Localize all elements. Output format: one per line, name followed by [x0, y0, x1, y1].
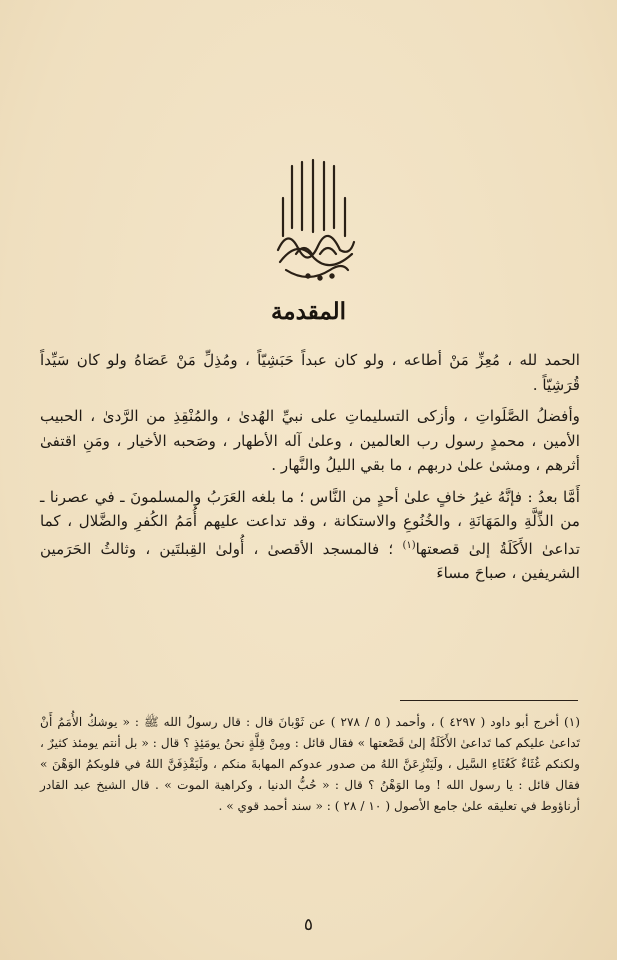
paragraph-3 [40, 485, 580, 586]
footnote-divider [400, 700, 578, 701]
paragraph-3-text: أَمَّا بعدُ : فإنَّهُ غيرُ خافٍ علىٰ أحدٍ من النَّاس ؛ ما بلغه العَرَبُ والمسلمونَ ـ في عصرنا ـ من الذِّلَّةِ والمَهَانَةِ ، والخُنُوعِ والاستكانة ، وقد تداعت عليهم أُمَمُ الكُفرِ والضَّلال ، كما تداعىٰ الأَكَلَةُ إلىٰ قصعتها [40, 487, 581, 558]
page-title: المقدمة [270, 298, 347, 325]
main-text [40, 348, 580, 593]
bismillah-calligraphy-icon [268, 158, 363, 288]
footnote: (١) أخرج أبو داود ( ٤٢٩٧ ) ، وأحمد ( ٥ / ٢٧٨ ) عن ثَوْبانَ قال : قال رسولُ الله ﷺ : « يوشكُ الأُمَمُ أَنْ تَداعىٰ عليكم كما تَداعىٰ الأَكَلَةُ إلىٰ قَصْعتها » فقال قائل : ومِنْ قِلَّةٍ نحنُ يومَئِذٍ ؟ قال : « بل أنتم يومئذ كثيرٌ ، ولكنكم غُثَاءٌ كَغُثَاءِ السَّيل ، ولَيَنْزِعَنَّ اللهُ من صدور عدوكم المهابةَ منكم ، ولَيَقْذِفَنَّ اللهُ في قلوبكمُ الوَهْنَ » فقال قائل : يا رسول الله ! وما الوَهْنُ ؟ قال : « حُبُّ الدنيا ، وكراهية الموت » . قال الشيخ عبد القادر أرناؤوط في تعليقه علىٰ جامع الأصول ( ١٠ / ٢٨ ) : « سند أحمد قوي » . [40, 715, 581, 813]
page-number: ٥ [303, 915, 314, 935]
footnote-reference: (١) [402, 539, 416, 551]
paragraph-3-continuation: ؛ فالمسجد الأقصىٰ ، أُولىٰ القِبلتَين ، وثالثُ الحَرَمين الشريفين ، صباحَ مساءَ [40, 539, 580, 583]
paragraph-2: وأفضلُ الصَّلَواتِ ، وأزكى التسليماتِ على نبيِّ الهُدىٰ ، والمُنْقِذِ من الرَّدىٰ ، الحبيب الأمين ، محمدٍ رسول رب العالمين ، وعلىٰ آله الأطهار ، وصَحبه الأخيار ، ومَنِ اقتفىٰ أثرهم ، ومشىٰ علىٰ دربهم ، ما بقي الليلُ والنَّهار . [40, 407, 580, 474]
paragraph-1: الحمد لله ، مُعِزِّ مَنْ أطاعه ، ولو كان عبداً حَبَشِيّاً ، ومُذِلِّ مَنْ عَصَاهُ ولو كان سَيِّداً قُرَشِيّاً . [40, 351, 580, 394]
